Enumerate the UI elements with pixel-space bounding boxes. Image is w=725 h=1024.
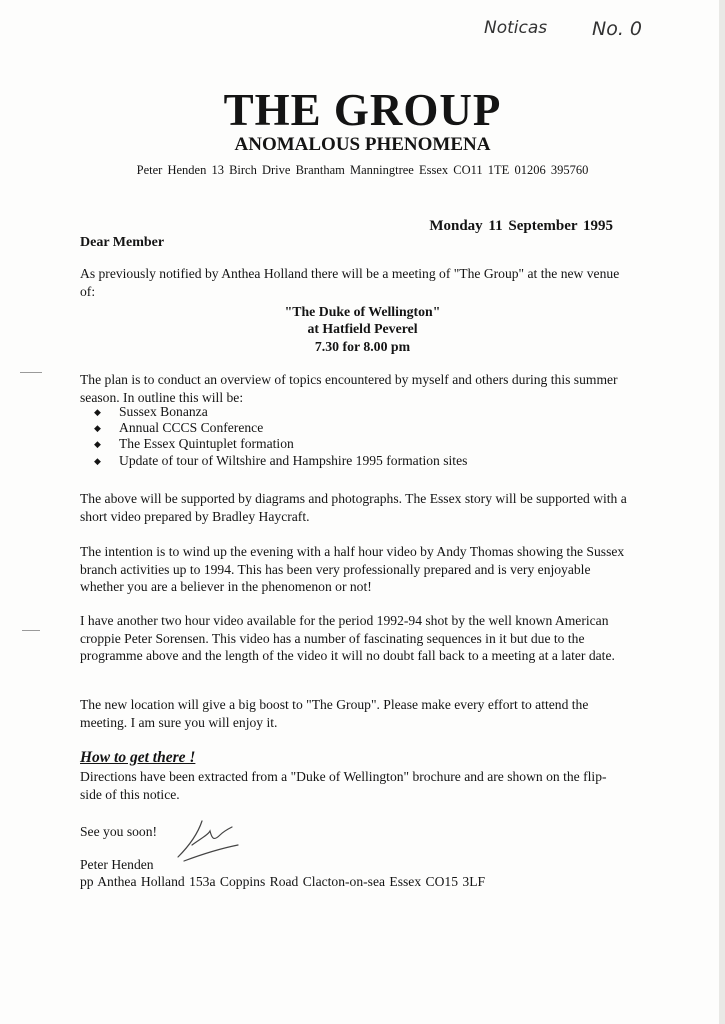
letterhead-address: Peter Henden 13 Birch Drive Brantham Manningtree Essex CO11 1TE 01206 395760 xyxy=(136,163,589,177)
plan-paragraph: The plan is to conduct an overview of topics encountered by myself and others during this summer season. In outline this will be: xyxy=(80,372,618,405)
topic-item: ◆ Update of tour of Wiltshire and Hampshire 1995 formation sites xyxy=(80,453,467,469)
pp-line: pp Anthea Holland 153a Coppins Road Clacton-on-sea Essex CO15 3LF xyxy=(80,874,486,889)
handwritten-note: Noticas xyxy=(484,18,548,38)
boost-paragraph: The new location will give a big boost to "The Group". Please make every effort to attend the meeting. I am sure you will enjoy it. xyxy=(80,697,589,730)
other-video-paragraph: I have another two hour video available for the period 1992-94 shot by the well known American croppie Peter Sorensen. This video has a number of fascinating sequences in it but due to the programme above and the length of the video it will no doubt fall back to a meeting at a later date. xyxy=(80,613,615,663)
intention-paragraph: The intention is to wind up the evening with a half hour video by Andy Thomas showing the Sussex branch activities up to 1994. This has been very professionally prepared and is very enjoyable whether you are a believer in the phenomenon or not! xyxy=(80,544,625,594)
topic-list xyxy=(80,404,467,469)
margin-mark xyxy=(22,630,40,631)
closing: See you soon! xyxy=(80,824,158,839)
letterhead-subtitle: ANOMALOUS PHENOMENA xyxy=(234,134,491,155)
signer-name: Peter Henden xyxy=(80,857,154,872)
salutation: Dear Member xyxy=(80,235,165,250)
intro-paragraph: As previously notified by Anthea Holland there will be a meeting of "The Group" at the new venue of: xyxy=(80,266,620,299)
topic-item: ◆ The Essex Quintuplet formation xyxy=(80,436,467,452)
topic-item: ◆ Annual CCCS Conference xyxy=(80,420,467,436)
howto-heading: How to get there ! xyxy=(80,749,196,766)
topic-item: ◆ Sussex Bonanza xyxy=(80,404,467,420)
letterhead-title: THE GROUP xyxy=(223,85,502,135)
venue-place: at Hatfield Peverel xyxy=(307,321,418,336)
venue-time: 7.30 for 8.00 pm xyxy=(314,339,411,354)
signature-icon xyxy=(170,805,245,865)
letter-date: Monday 11 September 1995 xyxy=(429,218,613,234)
directions-paragraph: Directions have been extracted from a "Duke of Wellington" brochure and are shown on the flip-side of this notice. xyxy=(80,769,607,802)
support-paragraph: The above will be supported by diagrams and photographs. The Essex story will be supported with a short video prepared by Bradley Haycraft. xyxy=(80,491,627,524)
venue-name: "The Duke of Wellington" xyxy=(284,304,441,319)
handwritten-number: No. 0 xyxy=(592,18,643,40)
margin-mark xyxy=(20,372,42,373)
